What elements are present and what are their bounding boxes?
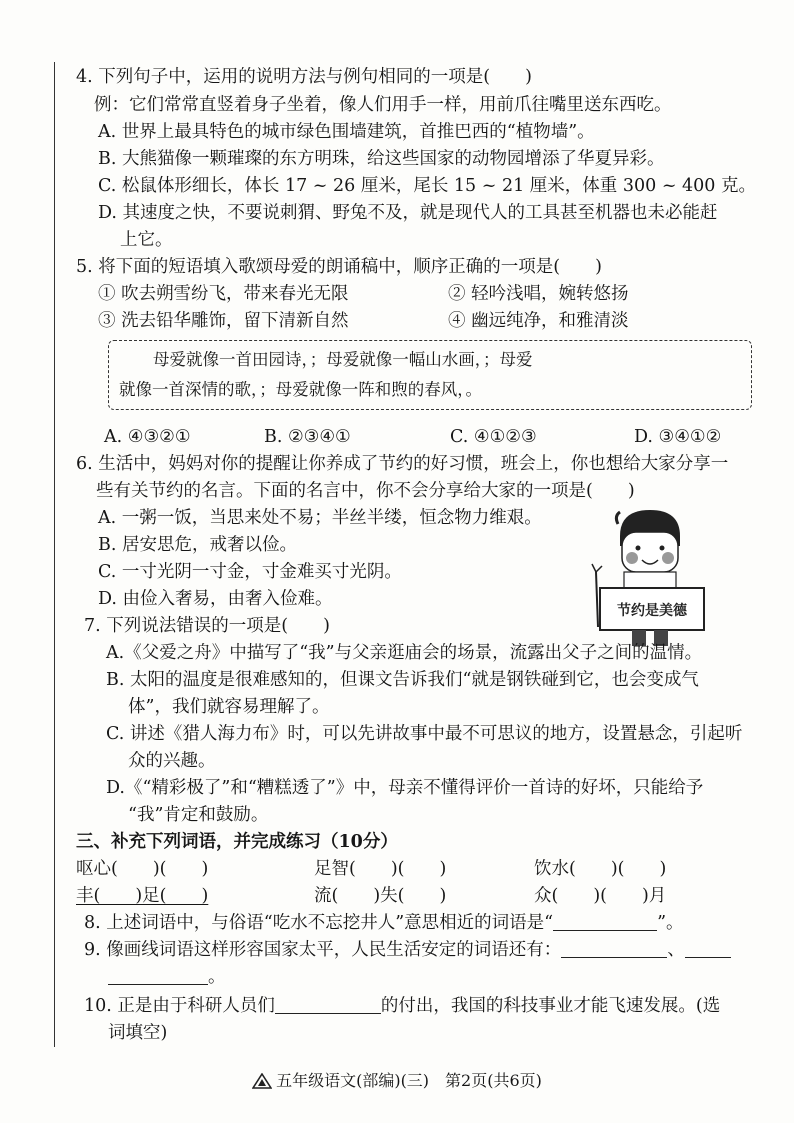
- q9-blank-1[interactable]: [561, 937, 667, 958]
- box-text: ；母爱就像一幅山水画，: [309, 350, 483, 369]
- word-fill-2[interactable]: 足智( )( ): [314, 859, 447, 879]
- q7-option-c-cont: 众的兴趣。: [128, 751, 216, 771]
- page-footer: [0, 1068, 794, 1091]
- q6-option-b[interactable]: B. 居安思危，戒奢以俭。: [98, 535, 297, 555]
- q7-option-d[interactable]: D.《“精彩极了”和“糟糕透了”》中，母亲不懂得评价一首诗的好坏，只能给予: [106, 778, 704, 798]
- sign-text: 节约是美德: [617, 603, 687, 619]
- q9-blank-2[interactable]: [685, 937, 731, 958]
- q7-option-c[interactable]: C. 讲述《猎人海力布》时，可以先讲故事中最不可思议的地方，设置悬念，引起听: [106, 724, 743, 744]
- q5-phrase-1: ① 吹去朔雪纷飞，带来春光无限: [98, 284, 349, 304]
- q9-cont: [108, 964, 226, 990]
- q9-end: 。: [208, 967, 226, 987]
- q4-option-d[interactable]: D. 其速度之快，不要说刺猬、野兔不及，就是现代人的工具甚至机器也未必能赶: [98, 203, 718, 223]
- word-fill-4-underlined[interactable]: 丰( )足( ): [76, 886, 209, 906]
- q6-option-a[interactable]: A. 一粥一饭，当思来处不易；半丝半缕，恒念物力维艰。: [98, 508, 542, 528]
- q6-stem-1: 6. 生活中，妈妈对你的提醒让你养成了节约的好习惯，班会上，你也想给大家分享一: [76, 454, 729, 474]
- box-text: 。: [465, 380, 482, 399]
- word-fill-1[interactable]: 呕心( )( ): [76, 859, 209, 879]
- word-fill-5[interactable]: 流( )失( ): [314, 886, 447, 906]
- q5-stem: 5. 将下面的短语填入歌颂母爱的朗诵稿中，顺序正确的一项是( ): [76, 257, 602, 277]
- q5-option-a[interactable]: A. ④③②①: [104, 427, 191, 447]
- q10: [84, 993, 720, 1019]
- q6-option-d[interactable]: D. 由俭入奢易，由奢入俭难。: [98, 589, 333, 609]
- q6-option-c[interactable]: C. 一寸光阴一寸金，寸金难买寸光阴。: [98, 562, 402, 582]
- q9: [84, 937, 731, 963]
- q5-phrase-4: ④ 幽远纯净，和雅清淡: [448, 311, 629, 331]
- q5-phrase-3: ③ 洗去铅华雕饰，留下清新自然: [98, 311, 349, 331]
- q6-stem-2: 些有关节约的名言。下面的名言中，你不会分享给大家的一项是( ): [96, 481, 635, 501]
- q4-stem: 4. 下列句子中，运用的说明方法与例句相同的一项是( ): [76, 67, 532, 87]
- q8: [84, 910, 684, 936]
- q4-option-d-cont: 上它。: [120, 230, 173, 250]
- q7-option-d-cont: “我”肯定和鼓励。: [128, 805, 269, 825]
- q8-end: ”。: [657, 913, 684, 933]
- q4-example: 例：它们常常直竖着身子坐着，像人们用手一样，用前爪往嘴里送东西吃。: [94, 95, 672, 115]
- publisher-logo-icon: [252, 1073, 272, 1089]
- q5-recitation-box: [108, 340, 752, 410]
- box-line-2: [119, 375, 533, 405]
- q4-option-c[interactable]: C. 松鼠体形细长，体长 17 ~ 26 厘米，尾长 15 ~ 21 厘米，体重 300 ~ 400 克。: [98, 176, 757, 196]
- q8-blank[interactable]: [553, 910, 657, 931]
- q9-blank-2-cont[interactable]: [108, 964, 208, 985]
- child-holding-sign-illustration: [590, 502, 710, 652]
- q7-stem: 7. 下列说法错误的一项是( ): [84, 616, 330, 636]
- box-text: ；母爱: [483, 350, 533, 369]
- q10-text-a: 10. 正是由于科研人员们: [84, 996, 275, 1016]
- word-fill-3[interactable]: 饮水( )( ): [534, 859, 667, 879]
- box-line-1: [119, 345, 533, 375]
- q10-blank[interactable]: [275, 993, 381, 1014]
- q9-sep: 、: [667, 940, 685, 960]
- q10-cont: 词填空): [108, 1023, 168, 1043]
- q7-option-b[interactable]: B. 太阳的温度是很难感知的，但课文告诉我们“就是钢铁碰到它，也会变成气: [106, 670, 699, 690]
- box-text: 就像一首深情的歌，: [119, 380, 260, 399]
- q5-option-c[interactable]: C. ④①②③: [450, 427, 537, 447]
- box-text: 母爱就像一首田园诗，: [153, 350, 310, 369]
- box-text: ；母爱就像一阵和煦的春风，: [259, 380, 466, 399]
- q10-text-b: 的付出，我国的科技事业才能飞速发展。(选: [380, 996, 721, 1016]
- footer-text: 五年级语文(部编)(三) 第2页(共6页): [276, 1071, 542, 1090]
- binding-line: [54, 62, 55, 1047]
- q9-text: 9. 像画线词语这样形容国家太平，人民生活安定的词语还有：: [84, 940, 562, 960]
- q5-phrase-2: ② 轻吟浅唱，婉转悠扬: [448, 284, 629, 304]
- q7-option-a[interactable]: A.《父爱之舟》中描写了“我”与父亲逛庙会的场景，流露出父子之间的温情。: [106, 643, 703, 663]
- q7-option-b-cont: 体”，我们就容易理解了。: [128, 697, 330, 717]
- q8-text: 8. 上述词语中，与俗语“吃水不忘挖井人”意思相近的词语是“: [84, 913, 554, 933]
- word-fill-6[interactable]: 众( )( )月: [534, 886, 667, 906]
- q5-option-d[interactable]: D. ③④①②: [634, 427, 722, 447]
- q5-option-b[interactable]: B. ②③④①: [264, 427, 351, 447]
- q4-option-b[interactable]: B. 大熊猫像一颗璀璨的东方明珠，给这些国家的动物园增添了华夏异彩。: [98, 149, 665, 169]
- q4-option-a[interactable]: A. 世界上最具特色的城市绿色围墙建筑，首推巴西的“植物墙”。: [98, 122, 595, 142]
- section-3-title: 三、补充下列词语，并完成练习（10分）: [76, 832, 398, 852]
